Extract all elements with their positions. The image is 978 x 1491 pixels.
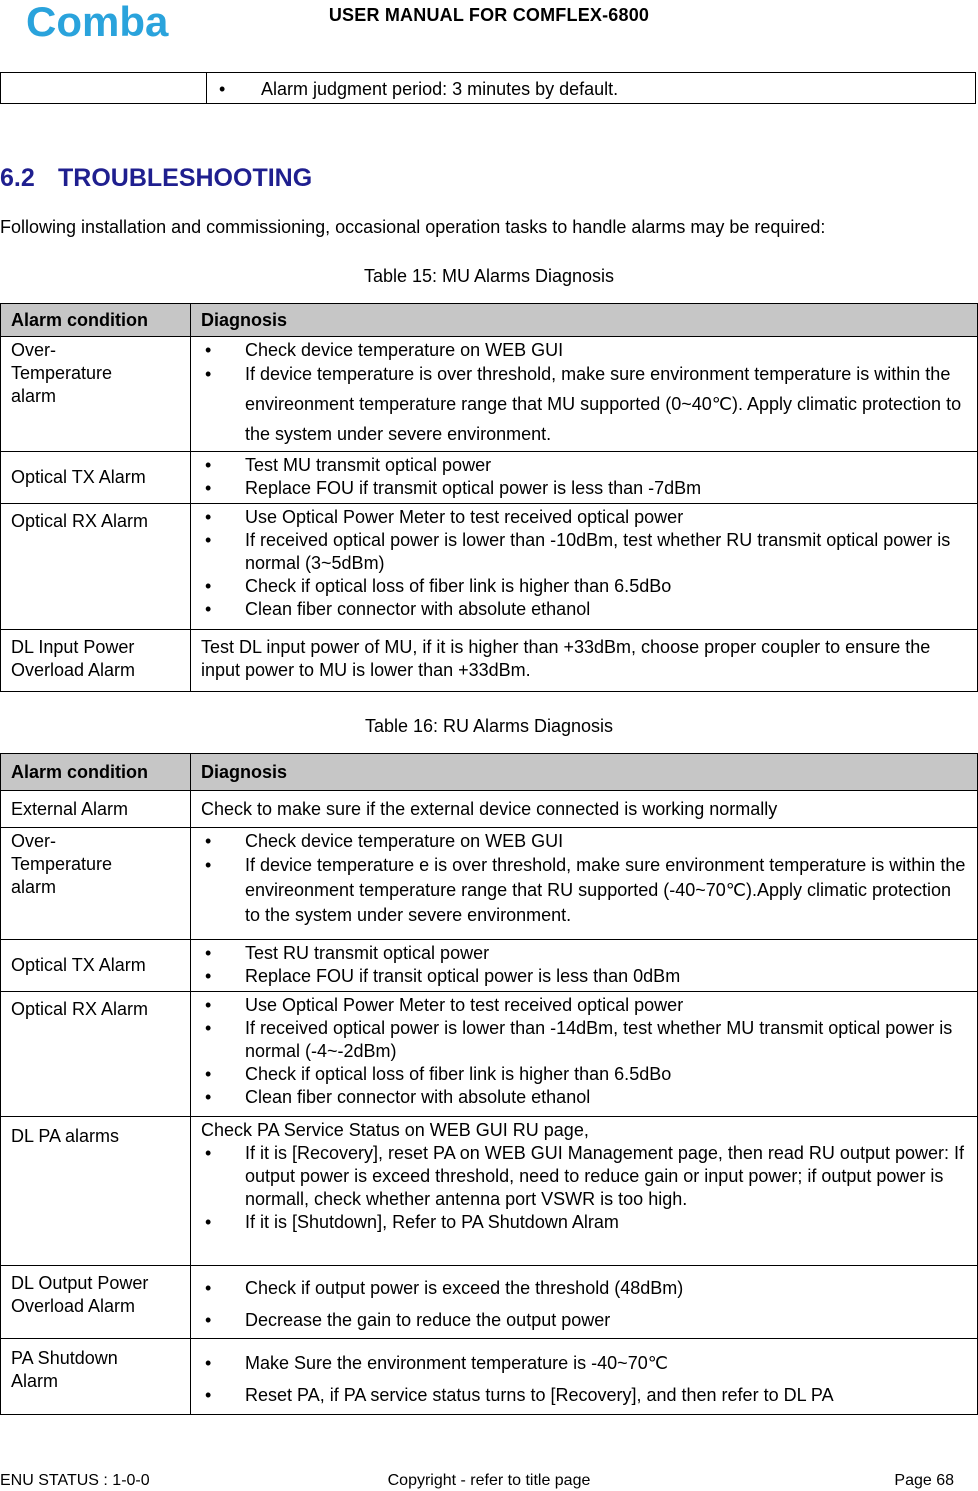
table-row xyxy=(1,940,978,992)
table-row xyxy=(1,992,978,1117)
table-row xyxy=(1,1339,978,1415)
diagnosis-bullet: • Check if optical loss of fiber link is higher than 6.5dBo xyxy=(201,575,971,598)
alarm-condition-cell: Optical RX Alarm xyxy=(1,504,191,630)
table-row xyxy=(1,452,978,504)
diagnosis-bullet: • Test RU transmit optical power xyxy=(201,942,971,965)
alarm-condition-cell: Optical TX Alarm xyxy=(1,452,191,504)
diagnosis-intro: Check PA Service Status on WEB GUI RU page, xyxy=(201,1120,589,1140)
table-row xyxy=(1,1266,978,1339)
alarm-condition-cell: External Alarm xyxy=(1,791,191,828)
diagnosis-bullet: • Check if optical loss of fiber link is higher than 6.5dBo xyxy=(201,1063,971,1086)
footer-status: ENU STATUS : 1-0-0 xyxy=(0,1472,150,1489)
svg-text:Comba: Comba xyxy=(26,3,169,41)
header-alarm-condition: Alarm condition xyxy=(1,304,191,337)
alarm-condition-cell: Optical RX Alarm xyxy=(1,992,191,1117)
diagnosis-cell xyxy=(191,1266,978,1339)
table-row xyxy=(1,337,978,452)
intro-paragraph: Following installation and commissioning, occasional operation tasks to handle alarms may be required: xyxy=(0,217,826,237)
section-title: TROUBLESHOOTING xyxy=(58,164,313,192)
table-row xyxy=(1,1117,978,1266)
table-header-row xyxy=(1,754,978,791)
document-title: USER MANUAL FOR COMFLEX-6800 xyxy=(328,5,650,25)
diagnosis-bullet: • Clean fiber connector with absolute ethanol xyxy=(201,598,971,621)
section-number: 6.2 xyxy=(0,164,35,192)
footer-copyright: Copyright - refer to title page xyxy=(387,1472,591,1489)
diagnosis-cell xyxy=(191,992,978,1117)
diagnosis-bullet: • Test MU transmit optical power xyxy=(201,454,971,477)
diagnosis-cell xyxy=(191,940,978,992)
diagnosis-bullet: • Check if output power is exceed the threshold (48dBm) xyxy=(201,1272,971,1304)
header-diagnosis: Diagnosis xyxy=(191,754,978,791)
diagnosis-bullet: • Use Optical Power Meter to test received optical power xyxy=(201,994,971,1017)
diagnosis-bullet: • If received optical power is lower than -10dBm, test whether RU transmit optical power is normal (3~5dBm) xyxy=(201,529,971,575)
table16-caption: Table 16: RU Alarms Diagnosis xyxy=(364,716,614,736)
diagnosis-cell: Check to make sure if the external device connected is working normally xyxy=(191,791,978,828)
diagnosis-bullet: • If it is [Shutdown], Refer to PA Shutdown Alram xyxy=(201,1211,971,1234)
alarm-condition-cell: DL Output Power Overload Alarm xyxy=(1,1266,191,1339)
diagnosis-bullet: • Check device temperature on WEB GUI xyxy=(201,339,971,362)
diagnosis-cell xyxy=(191,1117,978,1266)
alarm-condition-cell: Over-Temperature alarm xyxy=(1,337,191,452)
diagnosis-bullet: • Replace FOU if transit optical power is less than 0dBm xyxy=(201,965,971,988)
alarm-condition-cell: DL PA alarms xyxy=(1,1117,191,1266)
bullet: • xyxy=(219,79,226,99)
diagnosis-bullet: • If it is [Recovery], reset PA on WEB GUI Management page, then read RU output power: If output power is exceed threshold, need to reduce gain or input power; if output power is normall, check whether antenna port VSWR is too high. xyxy=(201,1142,971,1211)
footer-page-number: Page 68 xyxy=(894,1472,954,1489)
diagnosis-bullet: • If device temperature e is over threshold, make sure environment temperature is within the envireonment temperature range that RU supported (-40~70℃).Apply climatic protection to the system under severe environment. xyxy=(201,853,971,928)
diagnosis-cell xyxy=(191,452,978,504)
alarm-condition-cell: Optical TX Alarm xyxy=(1,940,191,992)
table-row xyxy=(1,630,978,692)
table-row xyxy=(1,791,978,828)
empty-cell xyxy=(1,73,207,103)
alarm-condition-cell: DL Input Power Overload Alarm xyxy=(1,630,191,692)
table-row xyxy=(1,504,978,630)
diagnosis-bullet: • Check device temperature on WEB GUI xyxy=(201,830,971,853)
table-row xyxy=(1,828,978,940)
diagnosis-bullet: • Make Sure the environment temperature is -40~70℃ xyxy=(201,1347,971,1379)
table15-caption: Table 15: MU Alarms Diagnosis xyxy=(363,266,615,286)
diagnosis-bullet: • Decrease the gain to reduce the output power xyxy=(201,1304,971,1336)
continuation-text: Alarm judgment period: 3 minutes by default. xyxy=(261,79,619,99)
table-header-row xyxy=(1,304,978,337)
diagnosis-cell: Test DL input power of MU, if it is higher than +33dBm, choose proper coupler to ensure the input power to MU is lower than +33dBm. xyxy=(191,630,978,692)
table15 xyxy=(0,303,978,692)
alarm-condition-cell: Over-Temperature alarm xyxy=(1,828,191,940)
section-heading xyxy=(0,164,312,193)
diagnosis-cell xyxy=(191,504,978,630)
diagnosis-cell xyxy=(191,337,978,452)
diagnosis-bullet: • Reset PA, if PA service status turns to [Recovery], and then refer to DL PA xyxy=(201,1379,971,1411)
alarm-condition-cell: PA Shutdown Alarm xyxy=(1,1339,191,1415)
diagnosis-cell xyxy=(191,828,978,940)
diagnosis-bullet: • Replace FOU if transmit optical power is less than -7dBm xyxy=(201,477,971,500)
header-alarm-condition: Alarm condition xyxy=(1,754,191,791)
diagnosis-bullet: • If device temperature is over threshold, make sure environment temperature is within the envireonment temperature range that MU supported (0~40℃). Apply climatic protection to the system under severe environment. xyxy=(201,359,971,449)
diagnosis-cell xyxy=(191,1339,978,1415)
diagnosis-bullet: • Use Optical Power Meter to test received optical power xyxy=(201,506,971,529)
diagnosis-bullet: • Clean fiber connector with absolute ethanol xyxy=(201,1086,971,1109)
diagnosis-bullet: • If received optical power is lower than -14dBm, test whether MU transmit optical power is normal (-4~-2dBm) xyxy=(201,1017,971,1063)
header-diagnosis: Diagnosis xyxy=(191,304,978,337)
table16 xyxy=(0,753,978,1415)
continuation-row xyxy=(0,72,976,104)
